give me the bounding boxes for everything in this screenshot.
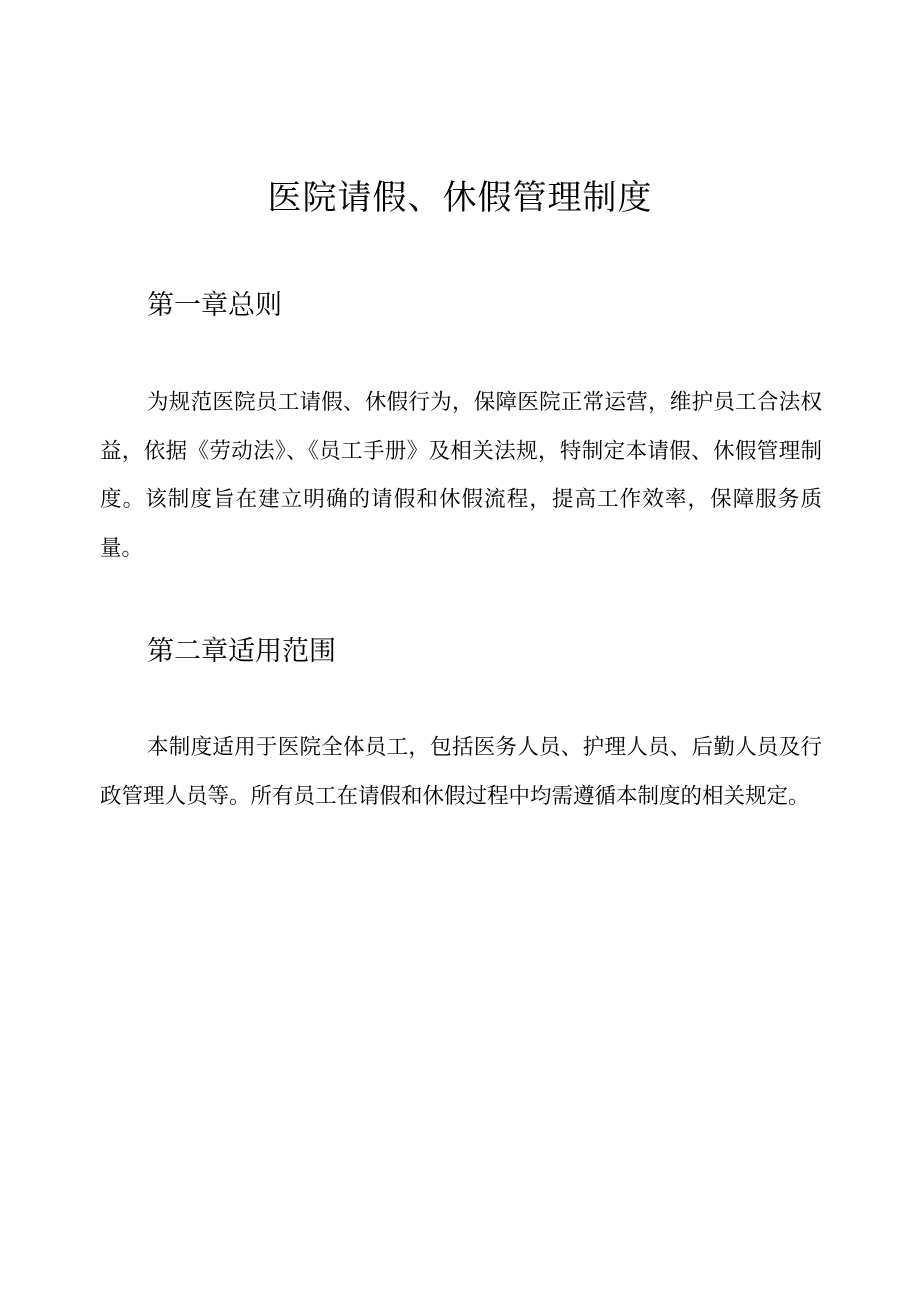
chapter-1-paragraph: 为规范医院员工请假、休假行为，保障医院正常运营，维护员工合法权益，依据《劳动法》、《员工手册》及相关法规，特制定本请假、休假管理制度。该制度旨在建立明确的请假和休假流程，提高工作效率，保障服务质量。	[100, 390, 822, 561]
chapter-2-heading: 第二章适用范围	[147, 636, 336, 667]
chapter-2-paragraph: 本制度适用于医院全体员工，包括医务人员、护理人员、后勤人员及行政管理人员等。所有员工在请假和休假过程中均需遵循本制度的相关规定。	[100, 735, 822, 809]
document-title: 医院请假、休假管理制度	[267, 178, 653, 218]
chapter-1-heading: 第一章总则	[147, 290, 282, 321]
